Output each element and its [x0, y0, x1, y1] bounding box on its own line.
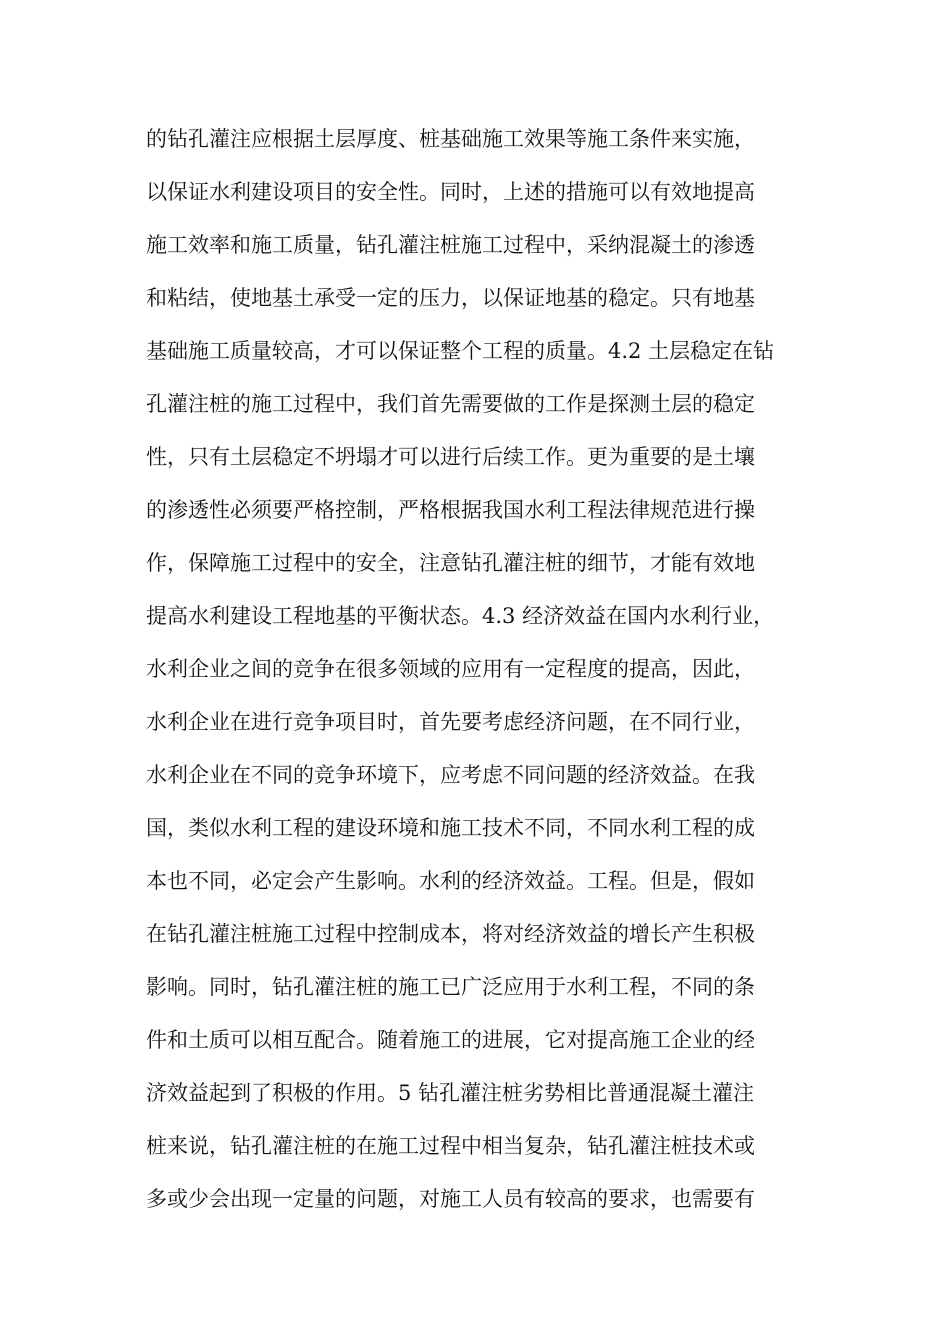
text-line: 施工效率和施工质量，钻孔灌注桩施工过程中，采纳混凝土的渗透 [146, 233, 755, 257]
text-line: 作，保障施工过程中的安全，注意钻孔灌注桩的细节，才能有效地 [146, 551, 755, 575]
text-line: 在钻孔灌注桩施工过程中控制成本，将对经济效益的增长产生积极 [146, 922, 755, 946]
text-line: 的渗透性必须要严格控制，严格根据我国水利工程法律规范进行操 [146, 498, 755, 522]
text-line: 提高水利建设工程地基的平衡状态。4.3 经济效益在国内水利行业， [146, 604, 775, 628]
text-line: 件和土质可以相互配合。随着施工的进展，它对提高施工企业的经 [146, 1028, 755, 1052]
text-line: 性，只有土层稳定不坍塌才可以进行后续工作。更为重要的是土壤 [146, 445, 755, 469]
text-line: 影响。同时，钻孔灌注桩的施工已广泛应用于水利工程，不同的条 [146, 975, 755, 999]
text-line: 和粘结，使地基土承受一定的压力，以保证地基的稳定。只有地基 [146, 286, 755, 310]
text-line: 水利企业在不同的竞争环境下，应考虑不同问题的经济效益。在我 [146, 763, 755, 787]
text-line: 基础施工质量较高，才可以保证整个工程的质量。4.2 土层稳定在钻 [146, 339, 775, 363]
text-line: 桩来说，钻孔灌注桩的在施工过程中相当复杂，钻孔灌注桩技术或 [146, 1134, 755, 1158]
text-line: 以保证水利建设项目的安全性。同时，上述的措施可以有效地提高 [146, 180, 755, 204]
text-line: 多或少会出现一定量的问题，对施工人员有较高的要求，也需要有 [146, 1187, 755, 1211]
text-line: 本也不同，必定会产生影响。水利的经济效益。工程。但是，假如 [146, 869, 755, 893]
text-line: 国，类似水利工程的建设环境和施工技术不同，不同水利工程的成 [146, 816, 755, 840]
text-line: 济效益起到了积极的作用。5 钻孔灌注桩劣势相比普通混凝土灌注 [146, 1081, 755, 1105]
body-paragraph [146, 113, 806, 1226]
text-line: 水利企业在进行竞争项目时，首先要考虑经济问题，在不同行业， [146, 710, 755, 734]
text-line: 孔灌注桩的施工过程中，我们首先需要做的工作是探测土层的稳定 [146, 392, 755, 416]
text-line: 的钻孔灌注应根据土层厚度、桩基础施工效果等施工条件来实施， [146, 127, 755, 151]
text-line: 水利企业之间的竞争在很多领域的应用有一定程度的提高，因此， [146, 657, 755, 681]
